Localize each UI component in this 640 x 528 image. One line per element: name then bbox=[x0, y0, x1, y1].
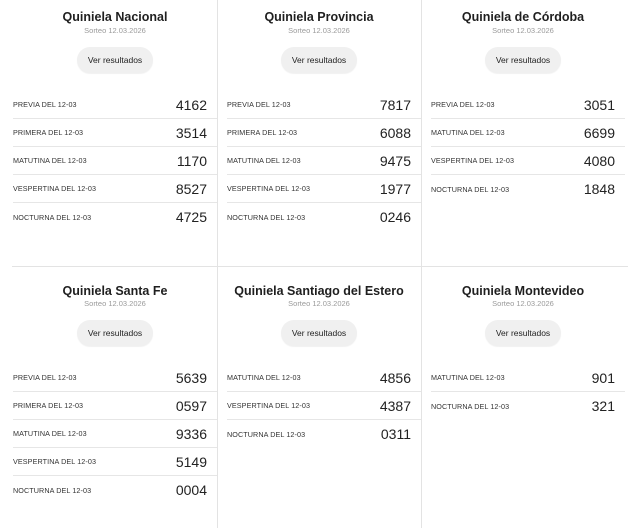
result-row bbox=[431, 91, 625, 119]
draw-number: 4080 bbox=[583, 152, 615, 169]
results-list bbox=[13, 364, 217, 504]
card-title: Quiniela Nacional bbox=[62, 10, 168, 24]
results-list bbox=[431, 91, 625, 203]
draw-label: NOCTURNA DEL 12-03 bbox=[431, 401, 510, 411]
draw-number: 4162 bbox=[175, 96, 207, 113]
draw-label: VESPERTINA DEL 12-03 bbox=[227, 184, 311, 193]
card-title: Quiniela de Córdoba bbox=[461, 10, 585, 24]
view-results-button[interactable]: Ver resultados bbox=[485, 47, 561, 73]
result-row bbox=[431, 175, 625, 203]
result-row bbox=[13, 476, 217, 504]
draw-label: NOCTURNA DEL 12-03 bbox=[227, 212, 306, 222]
draw-number: 9336 bbox=[175, 425, 207, 442]
result-row bbox=[227, 119, 421, 147]
result-row bbox=[13, 203, 217, 231]
result-row bbox=[431, 364, 625, 392]
draw-date: Sorteo 12.03.2026 bbox=[492, 26, 554, 35]
results-list bbox=[227, 91, 421, 231]
result-row bbox=[13, 420, 217, 448]
draw-number: 4725 bbox=[175, 209, 207, 225]
draw-number: 4387 bbox=[379, 397, 411, 414]
results-list bbox=[13, 91, 217, 231]
draw-label: PRIMERA DEL 12-03 bbox=[13, 401, 84, 410]
draw-label: MATUTINA DEL 12-03 bbox=[227, 373, 301, 382]
draw-number: 1170 bbox=[176, 152, 207, 169]
draw-label: PRIMERA DEL 12-03 bbox=[13, 128, 84, 137]
result-row bbox=[227, 364, 421, 392]
draw-label: MATUTINA DEL 12-03 bbox=[431, 128, 505, 137]
result-row bbox=[227, 91, 421, 119]
draw-number: 6088 bbox=[379, 124, 411, 141]
draw-label: NOCTURNA DEL 12-03 bbox=[227, 429, 306, 439]
draw-label: MATUTINA DEL 12-03 bbox=[13, 156, 87, 165]
draw-label: PREVIA DEL 12-03 bbox=[13, 373, 77, 382]
lottery-card-provincia bbox=[217, 0, 421, 266]
draw-date: Sorteo 12.03.2026 bbox=[288, 26, 350, 35]
result-row bbox=[431, 392, 625, 420]
lottery-card-santiago-del-estero bbox=[217, 266, 421, 528]
draw-number: 1977 bbox=[379, 180, 411, 197]
draw-number: 5149 bbox=[175, 453, 207, 470]
view-results-button[interactable]: Ver resultados bbox=[77, 320, 153, 346]
results-list bbox=[227, 364, 421, 448]
draw-label: PRIMERA DEL 12-03 bbox=[227, 128, 298, 137]
result-row bbox=[13, 448, 217, 476]
result-row bbox=[13, 364, 217, 392]
draw-label: MATUTINA DEL 12-03 bbox=[13, 429, 87, 438]
lottery-card-santa-fe bbox=[13, 266, 217, 528]
draw-number: 1848 bbox=[583, 181, 615, 197]
draw-date: Sorteo 12.03.2026 bbox=[492, 299, 554, 308]
draw-number: 0311 bbox=[380, 426, 411, 442]
draw-label: PREVIA DEL 12-03 bbox=[13, 100, 77, 109]
draw-label: VESPERTINA DEL 12-03 bbox=[13, 184, 97, 193]
result-row bbox=[227, 420, 421, 448]
result-row bbox=[13, 147, 217, 175]
view-results-button[interactable]: Ver resultados bbox=[281, 47, 357, 73]
view-results-button[interactable]: Ver resultados bbox=[281, 320, 357, 346]
results-list bbox=[431, 364, 625, 420]
draw-date: Sorteo 12.03.2026 bbox=[288, 299, 350, 308]
lottery-card-nacional bbox=[13, 0, 217, 266]
draw-number: 5639 bbox=[175, 369, 207, 386]
lottery-card-montevideo bbox=[421, 266, 625, 528]
draw-number: 9475 bbox=[379, 152, 411, 169]
result-row bbox=[13, 91, 217, 119]
draw-number: 7817 bbox=[379, 96, 411, 113]
card-title: Quiniela Montevideo bbox=[461, 284, 585, 298]
draw-number: 3514 bbox=[175, 124, 207, 141]
draw-label: VESPERTINA DEL 12-03 bbox=[227, 401, 311, 410]
draw-date: Sorteo 12.03.2026 bbox=[84, 26, 146, 35]
draw-number: 0597 bbox=[175, 397, 207, 414]
result-row bbox=[431, 147, 625, 175]
result-row bbox=[13, 119, 217, 147]
draw-label: VESPERTINA DEL 12-03 bbox=[13, 457, 97, 466]
draw-label: NOCTURNA DEL 12-03 bbox=[431, 184, 510, 194]
draw-number: 4856 bbox=[379, 369, 411, 386]
card-title: Quiniela Provincia bbox=[264, 10, 374, 24]
draw-number: 3051 bbox=[583, 96, 615, 113]
draw-number: 6699 bbox=[583, 124, 615, 141]
draw-label: PREVIA DEL 12-03 bbox=[431, 100, 495, 109]
result-row bbox=[431, 119, 625, 147]
result-row bbox=[227, 147, 421, 175]
draw-label: MATUTINA DEL 12-03 bbox=[227, 156, 301, 165]
draw-label: MATUTINA DEL 12-03 bbox=[431, 373, 505, 382]
draw-label: PREVIA DEL 12-03 bbox=[227, 100, 291, 109]
view-results-button[interactable]: Ver resultados bbox=[77, 47, 153, 73]
result-row bbox=[227, 392, 421, 420]
result-row bbox=[13, 175, 217, 203]
result-row bbox=[227, 203, 421, 231]
draw-number: 0004 bbox=[175, 482, 207, 498]
draw-number: 321 bbox=[591, 398, 615, 414]
draw-label: VESPERTINA DEL 12-03 bbox=[431, 156, 515, 165]
lottery-card-cordoba bbox=[421, 0, 625, 266]
draw-number: 901 bbox=[591, 369, 615, 386]
draw-label: NOCTURNA DEL 12-03 bbox=[13, 212, 92, 222]
result-row bbox=[227, 175, 421, 203]
draw-number: 0246 bbox=[379, 209, 411, 225]
view-results-button[interactable]: Ver resultados bbox=[485, 320, 561, 346]
result-row bbox=[13, 392, 217, 420]
draw-label: NOCTURNA DEL 12-03 bbox=[13, 485, 92, 495]
draw-number: 8527 bbox=[175, 180, 207, 197]
card-title: Quiniela Santiago del Estero bbox=[234, 284, 404, 298]
card-title: Quiniela Santa Fe bbox=[62, 284, 168, 298]
draw-date: Sorteo 12.03.2026 bbox=[84, 299, 146, 308]
